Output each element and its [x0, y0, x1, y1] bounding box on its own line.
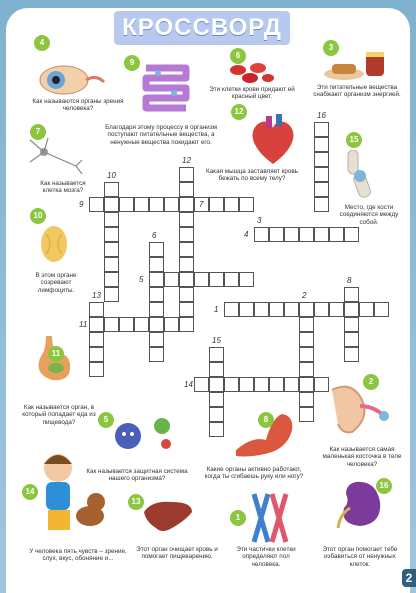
crossword-cell[interactable] — [179, 257, 194, 272]
clue-badge-11: 11 — [48, 346, 64, 362]
crossword-cell[interactable] — [179, 242, 194, 257]
crossword-cell[interactable] — [104, 257, 119, 272]
crossword-cell[interactable] — [104, 227, 119, 242]
grid-number: 14 — [184, 380, 193, 389]
crossword-cell[interactable] — [224, 272, 239, 287]
crossword-cell[interactable] — [134, 197, 149, 212]
crossword-cell[interactable] — [224, 377, 239, 392]
crossword-cell[interactable] — [104, 242, 119, 257]
crossword-cell[interactable] — [149, 197, 164, 212]
crossword-cell[interactable] — [209, 197, 224, 212]
crossword-cell[interactable] — [239, 197, 254, 212]
clue-badge-10: 10 — [30, 208, 46, 224]
crossword-cell[interactable] — [89, 302, 104, 317]
grid-number: 5 — [139, 275, 144, 284]
clue-text-10: В этом органе созревают лимфоциты. — [35, 272, 77, 294]
grid-number: 13 — [92, 291, 101, 300]
crossword-cell[interactable] — [194, 377, 209, 392]
crossword-cell[interactable] — [254, 227, 269, 242]
crossword-cell[interactable] — [314, 302, 329, 317]
boy-with-dog-image — [36, 446, 110, 542]
crossword-cell[interactable] — [104, 182, 119, 197]
grid-number: 9 — [79, 200, 84, 209]
grid-number: 16 — [317, 111, 326, 120]
clue-badge-12: 12 — [231, 104, 247, 120]
intestine-image — [136, 58, 196, 114]
neuron-image — [26, 136, 84, 176]
clue-text-15: Место, где кости соединяются между собой. — [339, 204, 399, 226]
crossword-cell[interactable] — [179, 167, 194, 182]
crossword-cell[interactable] — [224, 302, 239, 317]
clue-badge-4: 4 — [34, 35, 50, 51]
crossword-cell[interactable] — [284, 227, 299, 242]
crossword-cell[interactable] — [104, 287, 119, 302]
crossword-cell[interactable] — [299, 362, 314, 377]
crossword-cell[interactable] — [329, 302, 344, 317]
crossword-cell[interactable] — [104, 317, 119, 332]
knee-joint-image — [340, 150, 380, 198]
crossword-cell[interactable] — [149, 242, 164, 257]
lymph-node-image — [38, 224, 70, 264]
grid-number: 15 — [212, 336, 221, 345]
crossword-cell[interactable] — [314, 227, 329, 242]
clue-badge-1: 1 — [230, 510, 246, 526]
clue-badge-2: 2 — [363, 374, 379, 390]
crossword-cell[interactable] — [299, 407, 314, 422]
crossword-cell[interactable] — [269, 302, 284, 317]
clue-badge-9: 9 — [124, 55, 140, 71]
crossword-cell[interactable] — [314, 182, 329, 197]
clue-text-16: Этот орган помогает тебе избавиться от ненужных клеток. — [322, 546, 398, 568]
crossword-cell[interactable] — [344, 287, 359, 302]
clue-text-13: Этот орган очищает кровь и помогает пищеварению. — [136, 546, 218, 561]
crossword-cell[interactable] — [149, 287, 164, 302]
crossword-cell[interactable] — [209, 392, 224, 407]
clue-text-3: Эти питательные вещества снабжают организм энергией. — [313, 84, 401, 99]
clue-badge-3: 3 — [323, 40, 339, 56]
crossword-cell[interactable] — [179, 182, 194, 197]
clue-text-11: Как называется орган, в который попадает еда из пищевода? — [22, 404, 96, 426]
grid-number: 11 — [79, 320, 88, 329]
crossword-cell[interactable] — [299, 227, 314, 242]
crossword-cell[interactable] — [149, 302, 164, 317]
crossword-cell[interactable] — [164, 317, 179, 332]
crossword-cell[interactable] — [344, 347, 359, 362]
clue-badge-8: 8 — [258, 412, 274, 428]
crossword-cell[interactable] — [299, 377, 314, 392]
grid-number: 3 — [257, 216, 262, 225]
crossword-cell[interactable] — [104, 272, 119, 287]
clue-badge-15: 15 — [346, 132, 362, 148]
clue-text-9: Благодаря этому процессу в организм поступают питательные вещества, а ненужные вещества покидают его. — [105, 124, 217, 146]
crossword-cell[interactable] — [314, 152, 329, 167]
grid-number: 10 — [107, 171, 116, 180]
crossword-cell[interactable] — [239, 302, 254, 317]
page-title: КРОССВОРД — [114, 11, 290, 45]
clue-badge-6: 6 — [230, 48, 246, 64]
crossword-cell[interactable] — [239, 272, 254, 287]
red-blood-cells-image — [228, 62, 274, 84]
grid-number: 8 — [347, 276, 352, 285]
liver-image — [142, 498, 194, 536]
crossword-cell[interactable] — [149, 347, 164, 362]
chromosomes-image — [250, 492, 290, 544]
crossword-cell[interactable] — [299, 392, 314, 407]
ear-image — [322, 384, 392, 438]
grid-number: 1 — [214, 305, 219, 314]
clue-text-14: У человека пять чувств – зрение, слух, вкус, обоняние и... — [29, 548, 127, 563]
crossword-cell[interactable] — [284, 302, 299, 317]
crossword-cell[interactable] — [89, 197, 104, 212]
crossword-cell[interactable] — [239, 377, 254, 392]
clue-text-2: Как называется самая маленькая косточка в теле человека? — [322, 446, 402, 468]
crossword-cell[interactable] — [209, 422, 224, 437]
crossword-cell[interactable] — [149, 257, 164, 272]
crossword-cell[interactable] — [254, 377, 269, 392]
clue-text-8: Какие органы активно работают, когда ты сгибаешь руку или ногу? — [204, 466, 304, 481]
crossword-cell[interactable] — [179, 272, 194, 287]
crossword-cell[interactable] — [329, 227, 344, 242]
crossword-cell[interactable] — [89, 347, 104, 362]
clue-text-6: Эти клетки крови придают ей красный цвет. — [209, 86, 295, 101]
clue-badge-14: 14 — [22, 484, 38, 500]
crossword-cell[interactable] — [359, 302, 374, 317]
crossword-cell[interactable] — [314, 377, 329, 392]
crossword-cell[interactable] — [314, 197, 329, 212]
crossword-cell[interactable] — [104, 212, 119, 227]
crossword-cell[interactable] — [179, 302, 194, 317]
clue-text-12: Какая мышца заставляет кровь бежать по всему телу? — [206, 168, 298, 183]
crossword-cell[interactable] — [209, 272, 224, 287]
crossword-cell[interactable] — [179, 227, 194, 242]
crossword-cell[interactable] — [314, 167, 329, 182]
clue-text-7: Как называется клетка мозга? — [40, 180, 86, 195]
crossword-cell[interactable] — [209, 362, 224, 377]
clue-badge-13: 13 — [128, 494, 144, 510]
crossword-cell[interactable] — [224, 197, 239, 212]
crossword-cell[interactable] — [89, 317, 104, 332]
virus-image — [110, 414, 178, 452]
crossword-cell[interactable] — [179, 212, 194, 227]
crossword-cell[interactable] — [299, 302, 314, 317]
crossword-cell[interactable] — [299, 317, 314, 332]
grid-number: 2 — [302, 291, 307, 300]
crossword-cell[interactable] — [179, 197, 194, 212]
crossword-cell[interactable] — [209, 347, 224, 362]
crossword-cell[interactable] — [314, 122, 329, 137]
crossword-cell[interactable] — [194, 272, 209, 287]
crossword-cell[interactable] — [119, 317, 134, 332]
heart-image — [246, 114, 300, 168]
crossword-cell[interactable] — [149, 317, 164, 332]
crossword-cell[interactable] — [179, 287, 194, 302]
eye-image — [36, 64, 106, 96]
crossword-cell[interactable] — [134, 317, 149, 332]
grid-number: 7 — [199, 200, 204, 209]
crossword-cell[interactable] — [119, 197, 134, 212]
crossword-cell[interactable] — [284, 377, 299, 392]
crossword-cell[interactable] — [254, 302, 269, 317]
clue-badge-16: 16 — [376, 478, 392, 494]
clue-badge-5: 5 — [98, 412, 114, 428]
crossword-cell[interactable] — [299, 332, 314, 347]
crossword-cell[interactable] — [269, 377, 284, 392]
crossword-cell[interactable] — [89, 332, 104, 347]
crossword-cell[interactable] — [149, 332, 164, 347]
page-number: 2 — [402, 569, 416, 587]
crossword-cell[interactable] — [209, 407, 224, 422]
grid-number: 12 — [182, 156, 191, 165]
crossword-cell[interactable] — [344, 332, 359, 347]
crossword-cell[interactable] — [179, 317, 194, 332]
clue-text-1: Эти частички клетки определяют пол человека. — [236, 546, 296, 568]
crossword-cell[interactable] — [149, 272, 164, 287]
grid-number: 6 — [152, 231, 157, 240]
crossword-cell[interactable] — [344, 302, 359, 317]
clue-text-4: Как называются органы зрения человека? — [32, 98, 124, 113]
grid-number: 4 — [244, 230, 249, 239]
crossword-cell[interactable] — [269, 227, 284, 242]
crossword-cell[interactable] — [89, 362, 104, 377]
clue-text-5: Как называется защитная система нашего организма? — [86, 468, 188, 483]
crossword-cell[interactable] — [164, 197, 179, 212]
crossword-cell[interactable] — [374, 302, 389, 317]
crossword-cell[interactable] — [209, 377, 224, 392]
crossword-cell[interactable] — [344, 317, 359, 332]
crossword-cell[interactable] — [164, 272, 179, 287]
crossword-cell[interactable] — [314, 137, 329, 152]
crossword-cell[interactable] — [104, 197, 119, 212]
crossword-cell[interactable] — [299, 347, 314, 362]
clue-badge-7: 7 — [30, 124, 46, 140]
crossword-cell[interactable] — [344, 227, 359, 242]
